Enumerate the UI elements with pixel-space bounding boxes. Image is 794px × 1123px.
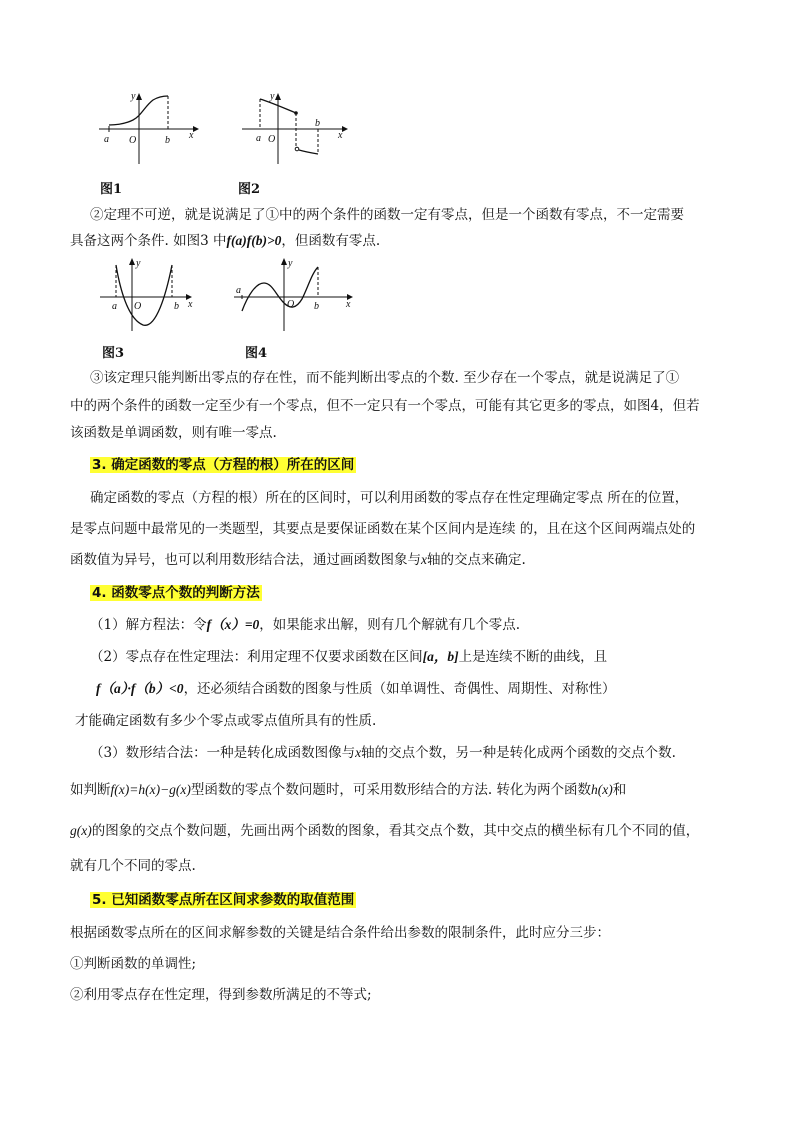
figure-3-caption: 图3 (102, 346, 125, 361)
label-o: O (134, 301, 142, 312)
label-a: a (112, 301, 117, 312)
method-3-line-3: g(x)的图象的交点个数问题，先画出两个函数的图象，看其交点个数，其中交点的横坐标有几个不同的值， (70, 823, 700, 839)
method-1: （1）解方程法：令f（x）=0，如果能求出解，则有几个解就有几个零点. (90, 617, 521, 633)
section-5-line-1: 根据函数零点所在的区间求解参数的关键是结合条件给出参数的限制条件，此时应分三步： (70, 925, 610, 941)
label-o: O (268, 134, 276, 145)
para-2-line-1: ②定理不可逆，就是说满足了①中的两个条件的函数一定有零点，但是一个函数有零点，不一定需要 (90, 207, 684, 223)
label-y: y (131, 91, 136, 102)
para-3-line-1: ③该定理只能判断出零点的存在性，而不能判断出零点的个数. 至少存在一个零点，就是说满足了① (90, 370, 680, 386)
math-fafb: f(a)f(b)>0 (226, 233, 282, 248)
label-x: x (346, 299, 351, 310)
section-5-heading: 5. 已知函数零点所在区间求参数的取值范围 (92, 892, 355, 908)
label-y: y (288, 258, 293, 269)
figure-2-graph (238, 88, 350, 168)
figure-1-graph (95, 88, 205, 168)
label-a: a (104, 134, 109, 145)
label-y: y (136, 258, 141, 269)
method-3-line-4: 就有几个不同的零点. (70, 858, 196, 874)
label-o: O (129, 135, 137, 146)
figure-3-graph (98, 255, 198, 335)
label-b: b (315, 118, 320, 129)
label-a: a (256, 133, 261, 144)
label-o: O (287, 299, 295, 310)
label-x: x (338, 130, 343, 141)
section-4-heading: 4. 函数零点个数的判断方法 (92, 585, 260, 601)
figure-4-graph (232, 255, 357, 335)
label-a: a (236, 285, 241, 296)
figure-1-caption: 图1 (100, 182, 123, 197)
section-3-line-1: 确定函数的零点（方程的根）所在的区间时，可以利用函数的零点存在性定理确定零点 所在的位置， (90, 490, 689, 506)
label-y: y (270, 91, 275, 102)
method-2-line-3: 才能确定函数有多少个零点或零点值所具有的性质. (75, 713, 377, 729)
section-3-line-3: 函数值为异号，也可以利用数形结合法，通过画函数图象与x轴的交点来确定. (70, 552, 526, 568)
label-b: b (174, 301, 179, 312)
figure-3 (98, 255, 198, 335)
section-5-step-2: ②利用零点存在性定理，得到参数所满足的不等式; (70, 987, 372, 1003)
para-3-line-2: 中的两个条件的函数一定至少有一个零点，但不一定只有一个零点，可能有其它更多的零点，如图4，但若 (70, 398, 700, 414)
figure-2 (238, 88, 350, 168)
section-5-step-1: ①判断函数的单调性; (70, 956, 197, 972)
label-b: b (314, 301, 319, 312)
method-3-line-1: （3）数形结合法：一种是转化成函数图像与x轴的交点个数，另一种是转化成两个函数的交点个数. (90, 745, 676, 761)
method-2-line-2: f（a）·f（b）<0，还必须结合函数的图象与性质（如单调性、奇偶性、周期性、对称性） (96, 681, 616, 697)
figure-4 (232, 255, 357, 335)
figure-1 (95, 88, 205, 168)
label-b: b (165, 135, 170, 146)
label-x: x (188, 299, 193, 310)
figure-4-caption: 图4 (245, 346, 268, 361)
para-2-line-2: 具备这两个条件. 如图3 中f(a)f(b)>0，但函数有零点. (70, 233, 381, 249)
section-3-heading: 3. 确定函数的零点（方程的根）所在的区间 (92, 457, 355, 473)
figure-2-caption: 图2 (238, 182, 261, 197)
para-3-line-3: 该函数是单调函数，则有唯一零点. (70, 425, 277, 441)
label-x: x (189, 130, 194, 141)
method-3-line-2: 如判断f(x)=h(x)−g(x)型函数的零点个数问题时，可采用数形结合的方法. 转化为两个函数h(x)和 (70, 782, 627, 798)
section-3-line-2: 是零点问题中最常见的一类题型，其要点是要保证函数在某个区间内是连续 的，且在这个区间两端点处的 (70, 521, 696, 537)
method-2-line-1: （2）零点存在性定理法：利用定理不仅要求函数在区间[a，b]上是连续不断的曲线，且 (90, 649, 608, 665)
